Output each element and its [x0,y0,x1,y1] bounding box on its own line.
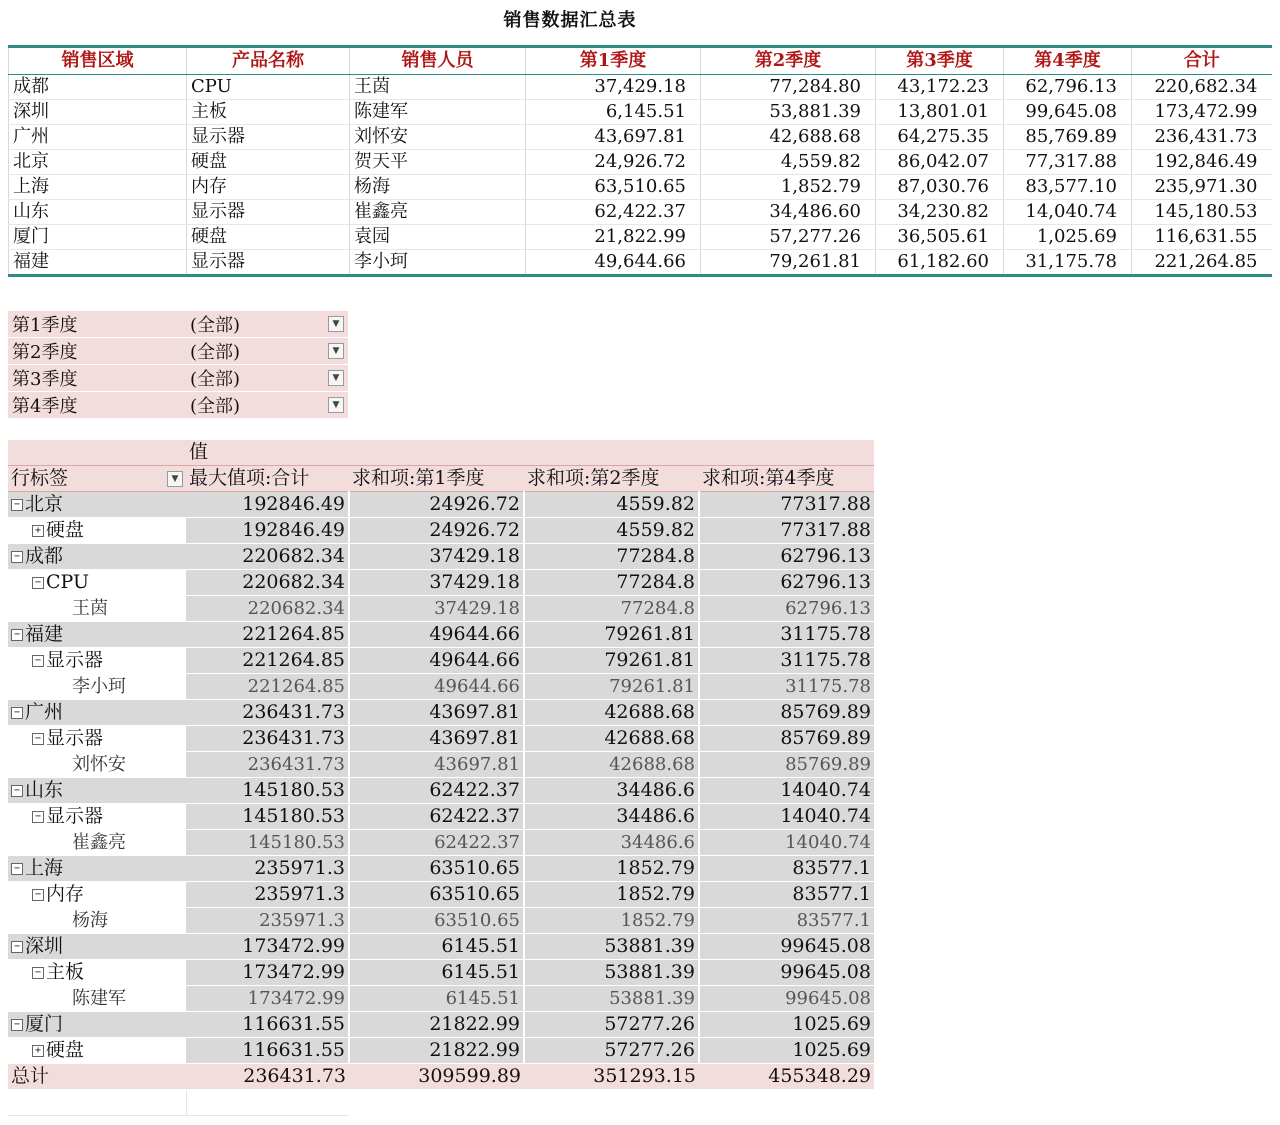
empty-row [8,1090,874,1116]
pivot-row-label-cell[interactable] [8,518,186,544]
pivot-row-label-cell[interactable] [8,700,186,726]
table-cell[interactable]: 显示器 [187,250,350,276]
pivot-value-cell[interactable]: 99645.08 [699,960,874,986]
table-cell[interactable]: 袁园 [350,225,526,250]
pivot-value-cell[interactable]: 220682.34 [186,544,349,570]
pivot-column-header[interactable]: 最大值项:合计 [186,466,349,492]
pivot-row [8,1038,874,1064]
pivot-value-cell[interactable]: 116631.55 [186,1038,349,1064]
table-row [9,175,1272,200]
pivot-value-cell[interactable]: 221264.85 [186,622,349,648]
pivot-value-cell[interactable]: 79261.81 [524,674,699,700]
pivot-value-cell[interactable]: 43697.81 [349,700,524,726]
pivot-row-label: 显示器 [46,805,104,827]
pivot-value-cell[interactable]: 21822.99 [349,1012,524,1038]
pivot-value-cell[interactable]: 42688.68 [524,726,699,752]
pivot-value-cell[interactable]: 43697.81 [349,752,524,778]
pivot-row-label: 硬盘 [46,1039,85,1061]
pivot-row [8,908,874,934]
table-cell[interactable]: 显示器 [187,125,350,150]
table-cell[interactable]: 1,025.69 [1004,225,1132,250]
pivot-value-cell[interactable]: 37429.18 [349,570,524,596]
pivot-row-label-cell[interactable] [8,674,186,700]
table-cell[interactable]: 43,172.23 [876,75,1004,100]
table-cell[interactable]: 235,971.30 [1132,175,1272,200]
table-cell[interactable]: 上海 [9,175,187,200]
pivot-value-cell[interactable]: 14040.74 [699,830,874,856]
pivot-value-cell[interactable]: 62422.37 [349,830,524,856]
table-cell[interactable]: 21,822.99 [526,225,701,250]
pivot-row-label-cell[interactable] [8,752,186,778]
filter-value-cell[interactable] [186,311,348,338]
pivot-value-cell[interactable]: 1852.79 [524,882,699,908]
pivot-row-label-cell[interactable] [8,622,186,648]
pivot-value-cell[interactable]: 145180.53 [186,830,349,856]
table-cell[interactable]: 116,631.55 [1132,225,1272,250]
filter-field-label: 第3季度 [8,365,186,392]
pivot-row-label: 广州 [25,701,64,723]
pivot-value-cell[interactable]: 34486.6 [524,778,699,804]
pivot-value-cell[interactable]: 37429.18 [349,544,524,570]
pivot-value-cell[interactable]: 1852.79 [524,908,699,934]
table-cell[interactable]: 34,486.60 [701,200,876,225]
table-cell[interactable]: 145,180.53 [1132,200,1272,225]
pivot-row-label-cell[interactable] [8,856,186,882]
table-row [9,225,1272,250]
pivot-row [8,778,874,804]
filter-dropdown-icon[interactable]: ▼ [328,397,344,413]
filter-row [8,338,348,365]
pivot-row [8,882,874,908]
source-data-table [8,45,1272,277]
table-cell[interactable]: 87,030.76 [876,175,1004,200]
pivot-row [8,986,874,1012]
table-cell[interactable]: 硬盘 [187,225,350,250]
pivot-value-cell[interactable]: 34486.6 [524,804,699,830]
table-cell[interactable]: 220,682.34 [1132,75,1272,100]
pivot-value-cell[interactable]: 62796.13 [699,570,874,596]
pivot-row-label: 刘怀安 [72,754,126,775]
table-cell[interactable]: CPU [187,75,350,100]
pivot-row [8,804,874,830]
pivot-row-label-cell[interactable] [8,934,186,960]
table-cell[interactable]: 王茵 [350,75,526,100]
table-cell[interactable]: 24,926.72 [526,150,701,175]
pivot-value-cell[interactable]: 53881.39 [524,960,699,986]
collapse-icon[interactable]: − [11,499,23,511]
pivot-row [8,1012,874,1038]
column-header[interactable]: 第4季度 [1004,47,1132,75]
table-cell[interactable]: 42,688.68 [701,125,876,150]
pivot-value-cell[interactable]: 49644.66 [349,648,524,674]
table-row [9,75,1272,100]
filter-field-label: 第2季度 [8,338,186,365]
pivot-value-cell[interactable]: 1852.79 [524,856,699,882]
report-filter-area [8,311,348,419]
column-header[interactable]: 合计 [1132,47,1272,75]
pivot-value-cell[interactable]: 79261.81 [524,648,699,674]
table-cell[interactable]: 53,881.39 [701,100,876,125]
collapse-icon[interactable]: − [32,811,44,823]
column-header[interactable]: 销售区域 [9,47,187,75]
pivot-value-cell[interactable]: 63510.65 [349,882,524,908]
pivot-value-cell[interactable]: 77317.88 [699,492,874,518]
table-row [9,125,1272,150]
pivot-value-cell[interactable]: 99645.08 [699,986,874,1012]
pivot-row [8,596,874,622]
table-cell[interactable]: 显示器 [187,200,350,225]
pivot-row-label-cell[interactable] [8,830,186,856]
table-cell[interactable]: 崔鑫亮 [350,200,526,225]
pivot-row-label-cell[interactable] [8,1012,186,1038]
filter-value: (全部) [190,342,241,363]
pivot-value-cell[interactable]: 83577.1 [699,882,874,908]
table-cell[interactable]: 83,577.10 [1004,175,1132,200]
table-cell[interactable]: 6,145.51 [526,100,701,125]
table-cell[interactable]: 广州 [9,125,187,150]
table-cell[interactable]: 贺天平 [350,150,526,175]
column-header[interactable]: 产品名称 [187,47,350,75]
table-cell[interactable]: 硬盘 [187,150,350,175]
table-cell[interactable]: 主板 [187,100,350,125]
pivot-corner-cell [8,440,186,466]
pivot-value-cell[interactable]: 173472.99 [186,960,349,986]
pivot-value-cell[interactable]: 42688.68 [524,752,699,778]
pivot-value-cell[interactable]: 34486.6 [524,830,699,856]
pivot-value-cell[interactable]: 173472.99 [186,986,349,1012]
pivot-row-label: 厦门 [25,1013,64,1035]
filter-dropdown-icon[interactable]: ▼ [328,343,344,359]
pivot-value-cell[interactable]: 62422.37 [349,804,524,830]
collapse-icon[interactable]: − [11,707,23,719]
table-cell[interactable]: 厦门 [9,225,187,250]
pivot-value-cell[interactable]: 24926.72 [349,518,524,544]
pivot-row-label: 内存 [46,883,85,905]
table-cell[interactable]: 成都 [9,75,187,100]
table-row [9,250,1272,276]
table-cell[interactable]: 85,769.89 [1004,125,1132,150]
pivot-row-label-cell[interactable] [8,778,186,804]
table-cell[interactable]: 43,697.81 [526,125,701,150]
pivot-row [8,700,874,726]
table-cell[interactable]: 79,261.81 [701,250,876,276]
column-header[interactable]: 第1季度 [526,47,701,75]
filter-value-cell[interactable] [186,338,348,365]
expand-icon[interactable]: + [32,525,44,537]
table-cell[interactable]: 86,042.07 [876,150,1004,175]
empty-cell[interactable] [186,1090,349,1116]
pivot-value-cell[interactable]: 83577.1 [699,908,874,934]
pivot-row-label: 福建 [25,623,64,645]
pivot-value-cell[interactable]: 6145.51 [349,960,524,986]
pivot-value-cell[interactable]: 236431.73 [186,700,349,726]
pivot-grand-total-row [8,1064,874,1090]
pivot-row-label-cell[interactable] [8,596,186,622]
pivot-value-cell[interactable]: 236431.73 [186,752,349,778]
pivot-row-label-cell[interactable] [8,544,186,570]
pivot-value-cell[interactable]: 62796.13 [699,544,874,570]
pivot-value-cell[interactable]: 31175.78 [699,622,874,648]
collapse-icon[interactable]: − [11,551,23,563]
table-cell[interactable]: 内存 [187,175,350,200]
table-cell[interactable]: 31,175.78 [1004,250,1132,276]
table-cell[interactable]: 77,284.80 [701,75,876,100]
table-row [9,200,1272,225]
pivot-value-cell[interactable]: 192846.49 [186,492,349,518]
table-cell[interactable]: 62,796.13 [1004,75,1132,100]
pivot-row [8,648,874,674]
pivot-value-cell[interactable]: 57277.26 [524,1038,699,1064]
pivot-row-label: 陈建军 [72,988,126,1009]
page-title: 销售数据汇总表 [503,10,637,31]
table-cell[interactable]: 77,317.88 [1004,150,1132,175]
pivot-value-cell[interactable]: 4559.82 [524,492,699,518]
column-header[interactable]: 第3季度 [876,47,1004,75]
grand-total-value[interactable]: 351293.15 [524,1064,699,1090]
collapse-icon[interactable]: − [32,967,44,979]
pivot-row-label-cell[interactable] [8,570,186,596]
empty-cell[interactable] [8,1090,186,1116]
table-cell[interactable]: 36,505.61 [876,225,1004,250]
pivot-row-label: 崔鑫亮 [72,832,126,853]
pivot-value-cell[interactable]: 6145.51 [349,986,524,1012]
pivot-value-cell[interactable]: 62796.13 [699,596,874,622]
pivot-row [8,726,874,752]
pivot-row-label: 李小珂 [72,676,126,697]
pivot-value-cell[interactable]: 220682.34 [186,570,349,596]
table-cell[interactable]: 236,431.73 [1132,125,1272,150]
pivot-row-label: 杨海 [72,910,108,931]
table-cell[interactable]: 62,422.37 [526,200,701,225]
table-cell[interactable]: 173,472.99 [1132,100,1272,125]
pivot-value-cell[interactable]: 57277.26 [524,1012,699,1038]
pivot-value-cell[interactable]: 63510.65 [349,908,524,934]
pivot-row [8,856,874,882]
pivot-row-label-cell[interactable] [8,648,186,674]
table-cell[interactable]: 99,645.08 [1004,100,1132,125]
pivot-value-cell[interactable]: 116631.55 [186,1012,349,1038]
source-header-row [9,47,1272,75]
pivot-value-cell[interactable]: 235971.3 [186,908,349,934]
pivot-row-label-cell[interactable] [8,882,186,908]
expand-icon[interactable]: + [32,1045,44,1057]
filter-row [8,365,348,392]
collapse-icon[interactable]: − [11,629,23,641]
pivot-row [8,934,874,960]
filter-dropdown-icon[interactable]: ▼ [328,316,344,332]
pivot-value-cell[interactable]: 63510.65 [349,856,524,882]
pivot-row-label: 硬盘 [46,519,85,541]
grand-total-label: 总计 [8,1064,186,1090]
pivot-value-cell[interactable]: 31175.78 [699,648,874,674]
pivot-row-label: 显示器 [46,649,104,671]
table-cell[interactable]: 57,277.26 [701,225,876,250]
collapse-icon[interactable]: − [11,941,23,953]
table-cell[interactable]: 福建 [9,250,187,276]
pivot-value-cell[interactable]: 6145.51 [349,934,524,960]
pivot-row-label: CPU [46,571,90,593]
pivot-value-cell[interactable]: 14040.74 [699,778,874,804]
pivot-value-cell[interactable]: 49644.66 [349,674,524,700]
collapse-icon[interactable]: − [11,785,23,797]
pivot-value-cell[interactable]: 62422.37 [349,778,524,804]
pivot-row-label-cell[interactable] [8,726,186,752]
pivot-value-cell[interactable]: 77317.88 [699,518,874,544]
filter-value-cell[interactable] [186,365,348,392]
pivot-value-cell[interactable]: 85769.89 [699,726,874,752]
pivot-row-label: 显示器 [46,727,104,749]
pivot-values-header-row [8,440,874,466]
table-row [9,100,1272,125]
pivot-value-cell[interactable]: 79261.81 [524,622,699,648]
collapse-icon[interactable]: − [32,733,44,745]
table-cell[interactable]: 刘怀安 [350,125,526,150]
table-cell[interactable]: 221,264.85 [1132,250,1272,276]
pivot-value-cell[interactable]: 43697.81 [349,726,524,752]
pivot-value-cell[interactable]: 31175.78 [699,674,874,700]
pivot-row-label-cell[interactable] [8,492,186,518]
grand-total-value[interactable]: 455348.29 [699,1064,874,1090]
pivot-row-label: 山东 [25,779,64,801]
pivot-row [8,518,874,544]
table-cell[interactable]: 杨海 [350,175,526,200]
pivot-row-label-cell[interactable] [8,1038,186,1064]
column-header[interactable]: 销售人员 [350,47,526,75]
pivot-value-cell[interactable]: 220682.34 [186,596,349,622]
collapse-icon[interactable]: − [32,655,44,667]
pivot-row [8,544,874,570]
table-cell[interactable]: 深圳 [9,100,187,125]
pivot-row-label: 成都 [25,545,64,567]
pivot-column-header[interactable]: 求和项:第1季度 [349,466,524,492]
collapse-icon[interactable]: − [11,863,23,875]
pivot-value-cell[interactable]: 235971.3 [186,856,349,882]
pivot-value-cell[interactable]: 235971.3 [186,882,349,908]
table-cell[interactable]: 13,801.01 [876,100,1004,125]
pivot-row [8,570,874,596]
pivot-row-label-cell[interactable] [8,804,186,830]
pivot-row [8,622,874,648]
filter-row [8,392,348,419]
table-cell[interactable]: 63,510.65 [526,175,701,200]
pivot-value-cell[interactable]: 221264.85 [186,674,349,700]
pivot-row-label: 上海 [25,857,64,879]
pivot-column-header[interactable]: 求和项:第4季度 [699,466,874,492]
table-cell[interactable]: 37,429.18 [526,75,701,100]
pivot-value-cell[interactable]: 85769.89 [699,700,874,726]
table-cell[interactable]: 4,559.82 [701,150,876,175]
pivot-value-cell[interactable]: 53881.39 [524,986,699,1012]
pivot-value-cell[interactable]: 21822.99 [349,1038,524,1064]
pivot-value-cell[interactable]: 1025.69 [699,1038,874,1064]
pivot-value-cell[interactable]: 83577.1 [699,856,874,882]
pivot-value-cell[interactable]: 85769.89 [699,752,874,778]
pivot-table [8,440,874,1116]
pivot-value-cell[interactable]: 99645.08 [699,934,874,960]
pivot-value-cell[interactable]: 1025.69 [699,1012,874,1038]
pivot-row-label-cell[interactable] [8,960,186,986]
table-cell[interactable]: 14,040.74 [1004,200,1132,225]
table-row [9,150,1272,175]
filter-value: (全部) [190,396,241,417]
pivot-row [8,674,874,700]
filter-field-label: 第1季度 [8,311,186,338]
filter-value: (全部) [190,315,241,336]
pivot-value-cell[interactable]: 236431.73 [186,726,349,752]
pivot-row-label-cell[interactable] [8,986,186,1012]
filter-value: (全部) [190,369,241,390]
pivot-value-cell[interactable]: 77284.8 [524,596,699,622]
pivot-column-header-row [8,466,874,492]
grand-total-value[interactable]: 309599.89 [349,1064,524,1090]
column-header[interactable]: 第2季度 [701,47,876,75]
table-cell[interactable]: 61,182.60 [876,250,1004,276]
pivot-value-cell[interactable]: 4559.82 [524,518,699,544]
collapse-icon[interactable]: − [32,889,44,901]
pivot-value-cell[interactable]: 49644.66 [349,622,524,648]
row-labels-header[interactable] [8,466,186,492]
filter-value-cell[interactable] [186,392,348,419]
filter-row [8,311,348,338]
pivot-row [8,752,874,778]
pivot-value-cell[interactable]: 42688.68 [524,700,699,726]
collapse-icon[interactable]: − [11,1019,23,1031]
table-cell[interactable]: 49,644.66 [526,250,701,276]
pivot-row-label: 王茵 [72,598,108,619]
pivot-values-label: 值 [186,440,874,466]
pivot-value-cell[interactable]: 221264.85 [186,648,349,674]
pivot-row-label: 主板 [46,961,85,983]
table-cell[interactable]: 山东 [9,200,187,225]
pivot-row [8,960,874,986]
pivot-row-label: 北京 [25,493,64,515]
pivot-row-label: 深圳 [25,935,64,957]
filter-field-label: 第4季度 [8,392,186,419]
pivot-column-header[interactable]: 求和项:第2季度 [524,466,699,492]
pivot-value-cell[interactable]: 37429.18 [349,596,524,622]
table-cell[interactable]: 192,846.49 [1132,150,1272,175]
table-cell[interactable]: 陈建军 [350,100,526,125]
table-cell[interactable]: 1,852.79 [701,175,876,200]
pivot-value-cell[interactable]: 14040.74 [699,804,874,830]
grand-total-value[interactable]: 236431.73 [186,1064,349,1090]
table-cell[interactable]: 李小珂 [350,250,526,276]
pivot-row [8,830,874,856]
filter-dropdown-icon[interactable]: ▼ [328,370,344,386]
collapse-icon[interactable]: − [32,577,44,589]
pivot-value-cell[interactable]: 77284.8 [524,544,699,570]
row-labels-text: 行标签 [11,467,69,489]
pivot-value-cell[interactable]: 173472.99 [186,934,349,960]
pivot-value-cell[interactable]: 145180.53 [186,778,349,804]
pivot-value-cell[interactable]: 192846.49 [186,518,349,544]
pivot-value-cell[interactable]: 24926.72 [349,492,524,518]
table-cell[interactable]: 34,230.82 [876,200,1004,225]
pivot-value-cell[interactable]: 145180.53 [186,804,349,830]
pivot-value-cell[interactable]: 53881.39 [524,934,699,960]
table-cell[interactable]: 64,275.35 [876,125,1004,150]
table-cell[interactable]: 北京 [9,150,187,175]
pivot-row [8,492,874,518]
row-labels-filter-dropdown-icon[interactable]: ▼ [167,471,183,487]
pivot-value-cell[interactable]: 77284.8 [524,570,699,596]
pivot-row-label-cell[interactable] [8,908,186,934]
